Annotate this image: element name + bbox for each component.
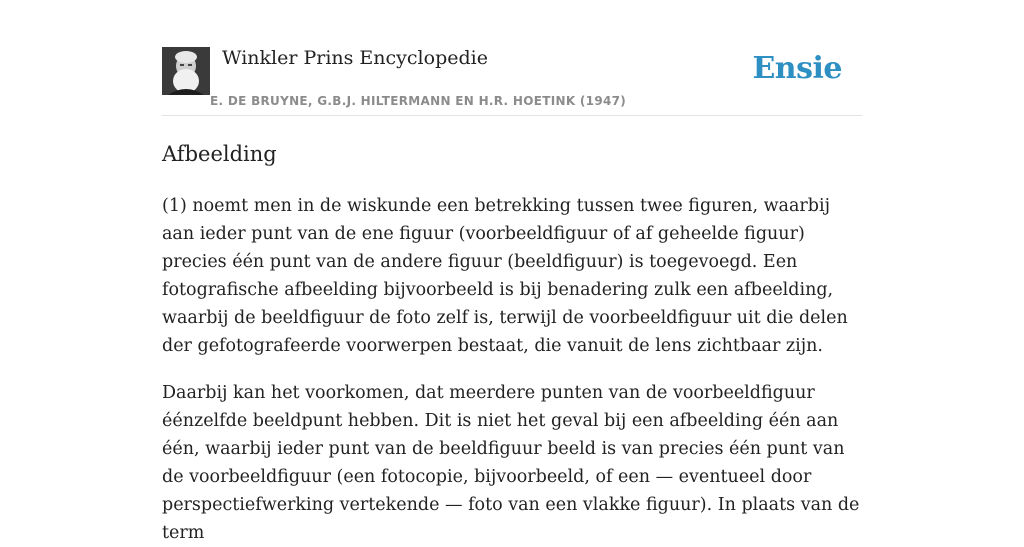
- source-title[interactable]: Winkler Prins Encyclopedie: [222, 47, 488, 69]
- source-header: [162, 46, 862, 116]
- author-portrait-icon: [162, 47, 210, 95]
- source-authors: E. DE BRUYNE, G.B.J. HILTERMANN EN H.R. HOETINK (1947): [210, 94, 627, 108]
- author-avatar[interactable]: [162, 47, 210, 95]
- article-paragraph: Daarbij kan het voorkomen, dat meerdere punten van de voorbeeldfiguur éénzelfde beeldpunt hebben. Dit is niet het geval bij een afbeelding één aan één, waarbij ieder punt van de beeldfiguur beeld is van precies één punt van de voorbeeldfiguur (een fotocopie, bijvoorbeeld, of een — eventueel door perspectiefwerking vertekende — foto van een vlakke figuur). In plaats van de term: [162, 383, 860, 543]
- article: [162, 140, 862, 547]
- article-title: Afbeelding: [162, 142, 277, 166]
- brand-logo[interactable]: Ensie: [752, 51, 842, 86]
- article-paragraph: (1) noemt men in de wiskunde een betrekking tussen twee figuren, waarbij aan ieder punt van de ene figuur (voorbeeldfiguur of af geheelde figuur) precies één punt van de andere figuur (beeldfiguur) is toegevoegd. Een fotografische afbeelding bijvoorbeeld is bij benadering zulk een afbeelding, waarbij de beeldfiguur de foto zelf is, terwijl de voorbeeldfiguur uit die delen der gefotografeerde voorwerpen bestaat, die vanuit de lens zichtbaar zijn.: [162, 196, 848, 356]
